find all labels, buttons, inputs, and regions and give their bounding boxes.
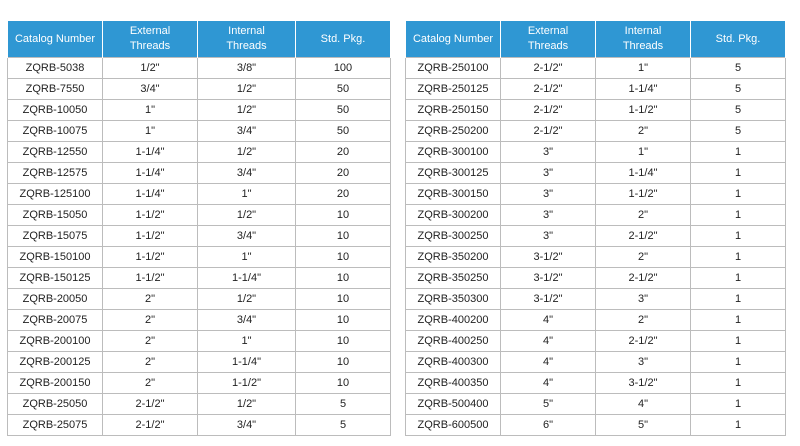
cell-internal-threads: 1": [596, 142, 691, 163]
cell-internal-threads: 3/4": [198, 310, 296, 331]
cell-external-threads: 2-1/2": [103, 394, 198, 415]
table-row: [8, 289, 391, 310]
cell-std-pkg: 10: [296, 352, 391, 373]
table-row: [8, 373, 391, 394]
cell-std-pkg: 100: [296, 58, 391, 79]
cell-catalog-number: ZQRB-125100: [8, 184, 103, 205]
cell-external-threads: 3-1/2": [501, 247, 596, 268]
table-row: [8, 310, 391, 331]
table-row: [8, 268, 391, 289]
table-row: [406, 268, 786, 289]
cell-external-threads: 2": [103, 310, 198, 331]
cell-internal-threads: 5": [596, 415, 691, 436]
table-row: [406, 58, 786, 79]
cell-internal-threads: 2-1/2": [596, 331, 691, 352]
cell-external-threads: 2": [103, 331, 198, 352]
table-row: [406, 226, 786, 247]
cell-internal-threads: 3-1/2": [596, 373, 691, 394]
cell-internal-threads: 1-1/4": [198, 352, 296, 373]
header-std-pkg: Std. Pkg.: [691, 21, 786, 58]
cell-external-threads: 2": [103, 352, 198, 373]
cell-std-pkg: 5: [691, 79, 786, 100]
cell-std-pkg: 5: [296, 415, 391, 436]
cell-std-pkg: 20: [296, 142, 391, 163]
cell-std-pkg: 10: [296, 247, 391, 268]
cell-internal-threads: 1": [198, 247, 296, 268]
cell-external-threads: 2-1/2": [501, 79, 596, 100]
cell-std-pkg: 10: [296, 226, 391, 247]
table-right: [405, 20, 786, 436]
table-row: [8, 226, 391, 247]
cell-catalog-number: ZQRB-7550: [8, 79, 103, 100]
cell-internal-threads: 1-1/4": [596, 163, 691, 184]
cell-external-threads: 3": [501, 142, 596, 163]
cell-internal-threads: 1/2": [198, 289, 296, 310]
table-row: [8, 184, 391, 205]
cell-std-pkg: 5: [296, 394, 391, 415]
header-std-pkg: Std. Pkg.: [296, 21, 391, 58]
cell-std-pkg: 1: [691, 247, 786, 268]
cell-catalog-number: ZQRB-25075: [8, 415, 103, 436]
cell-std-pkg: 20: [296, 163, 391, 184]
table-row: [8, 121, 391, 142]
cell-internal-threads: 3/4": [198, 163, 296, 184]
cell-std-pkg: 50: [296, 79, 391, 100]
cell-catalog-number: ZQRB-20050: [8, 289, 103, 310]
cell-internal-threads: 1": [596, 58, 691, 79]
cell-std-pkg: 10: [296, 289, 391, 310]
cell-catalog-number: ZQRB-250125: [406, 79, 501, 100]
cell-internal-threads: 3": [596, 289, 691, 310]
cell-internal-threads: 1/2": [198, 394, 296, 415]
cell-external-threads: 4": [501, 352, 596, 373]
cell-external-threads: 1/2": [103, 58, 198, 79]
cell-catalog-number: ZQRB-250200: [406, 121, 501, 142]
cell-catalog-number: ZQRB-400250: [406, 331, 501, 352]
table-row: [8, 163, 391, 184]
table-row: [406, 310, 786, 331]
cell-std-pkg: 1: [691, 226, 786, 247]
cell-external-threads: 3": [501, 205, 596, 226]
cell-internal-threads: 3/4": [198, 226, 296, 247]
cell-external-threads: 1-1/2": [103, 247, 198, 268]
cell-internal-threads: 3/4": [198, 415, 296, 436]
cell-internal-threads: 1-1/2": [596, 184, 691, 205]
table-body: [8, 58, 391, 436]
cell-std-pkg: 5: [691, 100, 786, 121]
table-row: [406, 163, 786, 184]
cell-internal-threads: 2": [596, 205, 691, 226]
header-external-threads: External Threads: [501, 21, 596, 58]
cell-std-pkg: 1: [691, 289, 786, 310]
table-row: [406, 247, 786, 268]
cell-std-pkg: 5: [691, 58, 786, 79]
cell-catalog-number: ZQRB-300200: [406, 205, 501, 226]
cell-internal-threads: 2-1/2": [596, 268, 691, 289]
table-row: [8, 100, 391, 121]
cell-catalog-number: ZQRB-250150: [406, 100, 501, 121]
header-internal-threads: Internal Threads: [198, 21, 296, 58]
cell-external-threads: 3/4": [103, 79, 198, 100]
cell-std-pkg: 1: [691, 415, 786, 436]
cell-catalog-number: ZQRB-200100: [8, 331, 103, 352]
cell-std-pkg: 20: [296, 184, 391, 205]
cell-external-threads: 3-1/2": [501, 268, 596, 289]
cell-std-pkg: 10: [296, 310, 391, 331]
cell-external-threads: 2": [103, 289, 198, 310]
table-row: [406, 121, 786, 142]
cell-external-threads: 4": [501, 331, 596, 352]
table-row: [406, 184, 786, 205]
cell-external-threads: 3": [501, 226, 596, 247]
cell-catalog-number: ZQRB-12550: [8, 142, 103, 163]
cell-std-pkg: 1: [691, 184, 786, 205]
cell-internal-threads: 1-1/2": [596, 100, 691, 121]
cell-catalog-number: ZQRB-400350: [406, 373, 501, 394]
table-body: [406, 58, 786, 436]
cell-std-pkg: 1: [691, 268, 786, 289]
table-row: [8, 331, 391, 352]
cell-std-pkg: 50: [296, 121, 391, 142]
cell-catalog-number: ZQRB-10075: [8, 121, 103, 142]
cell-internal-threads: 3": [596, 352, 691, 373]
cell-external-threads: 2-1/2": [501, 100, 596, 121]
cell-catalog-number: ZQRB-400200: [406, 310, 501, 331]
cell-catalog-number: ZQRB-200150: [8, 373, 103, 394]
cell-std-pkg: 1: [691, 163, 786, 184]
table-row: [8, 394, 391, 415]
cell-internal-threads: 4": [596, 394, 691, 415]
cell-catalog-number: ZQRB-400300: [406, 352, 501, 373]
cell-catalog-number: ZQRB-300150: [406, 184, 501, 205]
cell-external-threads: 1-1/2": [103, 268, 198, 289]
cell-external-threads: 1-1/4": [103, 184, 198, 205]
cell-internal-threads: 1-1/4": [596, 79, 691, 100]
cell-catalog-number: ZQRB-300100: [406, 142, 501, 163]
cell-internal-threads: 1/2": [198, 142, 296, 163]
cell-external-threads: 3": [501, 184, 596, 205]
cell-internal-threads: 1": [198, 331, 296, 352]
table-row: [8, 352, 391, 373]
cell-std-pkg: 1: [691, 142, 786, 163]
table-row: [8, 58, 391, 79]
cell-internal-threads: 1": [198, 184, 296, 205]
table-row: [8, 79, 391, 100]
table-left: [7, 20, 391, 436]
cell-catalog-number: ZQRB-15050: [8, 205, 103, 226]
cell-catalog-number: ZQRB-350250: [406, 268, 501, 289]
table-row: [406, 373, 786, 394]
cell-catalog-number: ZQRB-600500: [406, 415, 501, 436]
cell-std-pkg: 10: [296, 268, 391, 289]
header-internal-threads: Internal Threads: [596, 21, 691, 58]
cell-catalog-number: ZQRB-15075: [8, 226, 103, 247]
cell-external-threads: 1-1/2": [103, 226, 198, 247]
cell-internal-threads: 2": [596, 310, 691, 331]
cell-std-pkg: 50: [296, 100, 391, 121]
header-catalog-number: Catalog Number: [406, 21, 501, 58]
cell-catalog-number: ZQRB-300125: [406, 163, 501, 184]
cell-std-pkg: 1: [691, 373, 786, 394]
cell-std-pkg: 1: [691, 394, 786, 415]
cell-external-threads: 1-1/4": [103, 163, 198, 184]
cell-std-pkg: 1: [691, 205, 786, 226]
cell-catalog-number: ZQRB-150100: [8, 247, 103, 268]
cell-external-threads: 6": [501, 415, 596, 436]
header-external-threads: External Threads: [103, 21, 198, 58]
header-row: [8, 21, 391, 58]
cell-catalog-number: ZQRB-150125: [8, 268, 103, 289]
cell-catalog-number: ZQRB-20075: [8, 310, 103, 331]
cell-std-pkg: 1: [691, 310, 786, 331]
header-row: [406, 21, 786, 58]
table-row: [406, 142, 786, 163]
cell-internal-threads: 2": [596, 121, 691, 142]
cell-external-threads: 4": [501, 310, 596, 331]
cell-external-threads: 1-1/4": [103, 142, 198, 163]
cell-catalog-number: ZQRB-250100: [406, 58, 501, 79]
cell-catalog-number: ZQRB-350300: [406, 289, 501, 310]
table-row: [406, 352, 786, 373]
cell-external-threads: 1": [103, 121, 198, 142]
cell-std-pkg: 5: [691, 121, 786, 142]
cell-std-pkg: 10: [296, 331, 391, 352]
cell-internal-threads: 1-1/2": [198, 373, 296, 394]
table-row: [8, 247, 391, 268]
cell-internal-threads: 1/2": [198, 205, 296, 226]
cell-std-pkg: 1: [691, 331, 786, 352]
table-row: [406, 289, 786, 310]
table-row: [8, 415, 391, 436]
cell-external-threads: 1": [103, 100, 198, 121]
cell-catalog-number: ZQRB-12575: [8, 163, 103, 184]
cell-external-threads: 5": [501, 394, 596, 415]
cell-catalog-number: ZQRB-500400: [406, 394, 501, 415]
table-row: [406, 415, 786, 436]
cell-catalog-number: ZQRB-5038: [8, 58, 103, 79]
cell-external-threads: 4": [501, 373, 596, 394]
cell-catalog-number: ZQRB-350200: [406, 247, 501, 268]
cell-internal-threads: 3/4": [198, 121, 296, 142]
cell-external-threads: 3-1/2": [501, 289, 596, 310]
cell-external-threads: 2-1/2": [501, 58, 596, 79]
table-row: [406, 79, 786, 100]
cell-internal-threads: 1-1/4": [198, 268, 296, 289]
cell-std-pkg: 1: [691, 352, 786, 373]
cell-external-threads: 3": [501, 163, 596, 184]
table-row: [8, 205, 391, 226]
table-row: [406, 205, 786, 226]
cell-catalog-number: ZQRB-300250: [406, 226, 501, 247]
cell-internal-threads: 2": [596, 247, 691, 268]
cell-external-threads: 2": [103, 373, 198, 394]
cell-external-threads: 1-1/2": [103, 205, 198, 226]
cell-internal-threads: 1/2": [198, 100, 296, 121]
cell-catalog-number: ZQRB-25050: [8, 394, 103, 415]
cell-internal-threads: 2-1/2": [596, 226, 691, 247]
cell-external-threads: 2-1/2": [501, 121, 596, 142]
cell-catalog-number: ZQRB-200125: [8, 352, 103, 373]
cell-external-threads: 2-1/2": [103, 415, 198, 436]
cell-std-pkg: 10: [296, 205, 391, 226]
table-row: [8, 142, 391, 163]
cell-std-pkg: 10: [296, 373, 391, 394]
header-catalog-number: Catalog Number: [8, 21, 103, 58]
cell-catalog-number: ZQRB-10050: [8, 100, 103, 121]
cell-internal-threads: 1/2": [198, 79, 296, 100]
table-row: [406, 331, 786, 352]
table-row: [406, 394, 786, 415]
table-row: [406, 100, 786, 121]
cell-internal-threads: 3/8": [198, 58, 296, 79]
